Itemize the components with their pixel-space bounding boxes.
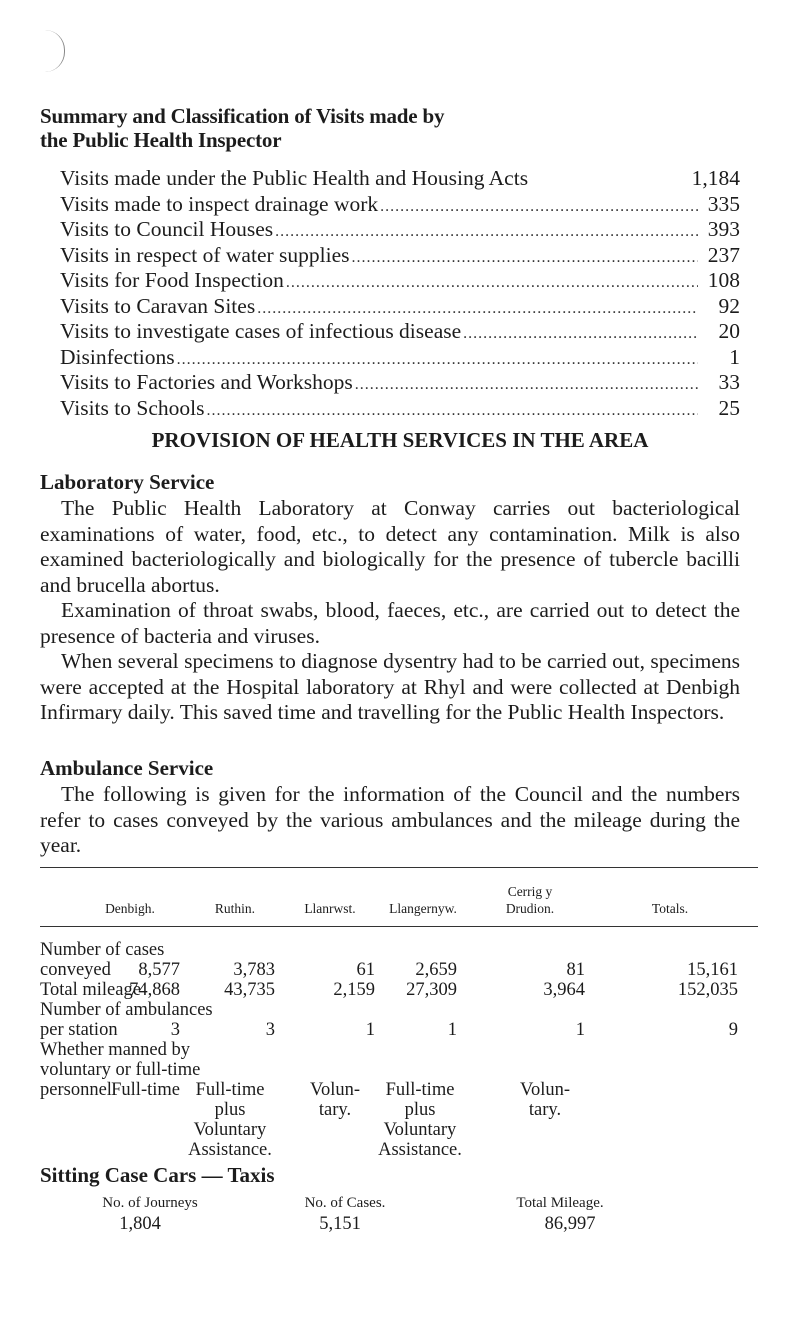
visit-label: Visits made under the Public Health and Housing Acts <box>60 166 529 190</box>
cell-cases-ruthin: 3,783 <box>233 960 275 980</box>
cell-ambulances-denbigh: 3 <box>170 1020 180 1040</box>
table-header-rule <box>40 926 758 927</box>
cell-manning-llangernyw <box>365 1080 475 1160</box>
visit-label: Disinfections <box>60 344 175 369</box>
leader-dots <box>275 223 698 241</box>
taxi-column-header: Total Mileage. <box>516 1195 604 1211</box>
visit-value: 1,184 <box>691 166 740 190</box>
taxi-value-cases: 5,151 <box>319 1214 361 1234</box>
manning-line: Assistance. <box>378 1140 462 1160</box>
summary-title-line2: the Public Health Inspector <box>40 128 282 152</box>
cell-manning-cerrig <box>505 1080 585 1120</box>
row-label: Number of cases <box>40 940 165 960</box>
column-header: Llanrwst. <box>304 901 356 916</box>
cell-manning-denbigh: Full-time <box>111 1080 180 1100</box>
visit-label: Visits made to inspect drainage work <box>60 191 379 216</box>
cell-ambulances-totals: 9 <box>728 1020 738 1040</box>
visit-value: 92 <box>718 293 740 318</box>
manning-line: Voluntary <box>193 1120 267 1140</box>
visit-value: 25 <box>718 395 740 420</box>
taxi-column-header: No. of Cases. <box>304 1195 386 1211</box>
visit-value: 108 <box>707 268 740 292</box>
laboratory-paragraph-2: Examination of throat swabs, blood, faeces, etc., are carried out to detect the presence of bacteria and viruses. <box>40 598 740 648</box>
manning-line: tary. <box>528 1100 562 1120</box>
provision-title: PROVISION OF HEALTH SERVICES IN THE AREA <box>151 428 649 452</box>
row-label: per station <box>40 1020 118 1040</box>
table-top-rule <box>40 867 758 868</box>
leader-dots <box>286 274 698 292</box>
summary-title-line1: Summary and Classification of Visits made by <box>40 104 445 128</box>
visit-value: 393 <box>707 217 740 241</box>
column-header: Totals. <box>651 901 689 916</box>
cell-ambulances-llanrwst: 1 <box>365 1020 375 1040</box>
column-header: Cerrig y <box>507 884 553 899</box>
row-label: Whether manned by <box>40 1040 190 1060</box>
laboratory-heading: Laboratory Service <box>40 470 215 494</box>
cell-ambulances-cerrig: 1 <box>575 1020 585 1040</box>
cell-mileage-cerrig: 3,964 <box>543 980 585 1000</box>
leader-dots <box>352 249 699 267</box>
visit-row <box>60 370 740 396</box>
visit-value: 237 <box>707 242 740 267</box>
row-label: voluntary or full-time <box>40 1060 201 1080</box>
cell-cases-llanrwst: 61 <box>356 960 375 980</box>
cell-cases-denbigh: 8,577 <box>138 960 180 980</box>
manning-line: tary. <box>318 1100 352 1120</box>
column-header: Llangernyw. <box>389 901 457 916</box>
column-header: Drudion. <box>505 901 555 916</box>
visits-list <box>60 166 740 421</box>
visit-row <box>60 345 740 371</box>
visit-value: 33 <box>718 370 740 394</box>
ambulance-paragraph: The following is given for the information of the Council and the numbers refer to cases conveyed by the various ambulances and the mileage during the year. <box>40 782 740 857</box>
visit-row <box>60 319 740 345</box>
visit-row <box>60 192 740 218</box>
visit-label: Visits to Factories and Workshops <box>60 370 353 394</box>
row-label: Number of ambulances <box>40 1000 213 1020</box>
manning-line: Voluntary <box>383 1120 457 1140</box>
cell-mileage-ruthin: 43,735 <box>224 980 275 1000</box>
visit-value: 20 <box>718 319 740 343</box>
visit-label: Visits to investigate cases of infectious disease <box>60 319 462 343</box>
cell-cases-cerrig: 81 <box>566 960 585 980</box>
visit-row <box>60 268 740 294</box>
taxi-value-mileage: 86,997 <box>544 1214 596 1234</box>
cell-mileage-denbigh: 74,868 <box>129 980 180 1000</box>
visit-value: 1 <box>729 344 740 369</box>
visit-label: Visits to Schools <box>60 395 205 420</box>
cell-manning-llanrwst <box>295 1080 375 1120</box>
visit-row <box>60 217 740 243</box>
taxi-column-header: No. of Journeys <box>102 1195 198 1211</box>
manning-line: Full-time <box>195 1080 265 1100</box>
leader-dots <box>177 351 698 369</box>
cell-cases-totals: 15,161 <box>687 960 738 980</box>
visit-label: Visits for Food Inspection <box>60 268 284 292</box>
row-label: conveyed <box>40 960 111 980</box>
manning-line: Full-time <box>385 1080 455 1100</box>
column-header: Denbigh. <box>105 901 155 916</box>
taxis-heading: Sitting Case Cars — Taxis <box>40 1163 275 1187</box>
visit-row <box>60 294 740 320</box>
visit-label: Visits to Council Houses <box>60 217 274 241</box>
visit-row <box>60 243 740 269</box>
visit-label: Visits to Caravan Sites <box>60 293 256 318</box>
leader-dots <box>206 402 698 420</box>
row-label: Total mileage <box>40 980 141 1000</box>
column-header: Ruthin. <box>214 901 256 916</box>
leader-dots <box>355 376 698 394</box>
cell-mileage-llanrwst: 2,159 <box>333 980 375 1000</box>
cell-ambulances-ruthin: 3 <box>265 1020 275 1040</box>
manning-line: plus <box>404 1100 436 1120</box>
taxi-value-journeys: 1,804 <box>119 1214 161 1234</box>
page-hole-mark <box>44 30 65 72</box>
cell-mileage-llangernyw: 27,309 <box>406 980 457 1000</box>
cell-mileage-totals: 152,035 <box>677 980 738 1000</box>
cell-manning-ruthin <box>175 1080 285 1160</box>
manning-line: Assistance. <box>188 1140 272 1160</box>
row-label: personnel <box>40 1080 112 1100</box>
ambulance-heading: Ambulance Service <box>40 756 214 780</box>
visit-row <box>60 396 740 422</box>
manning-line: Volun- <box>519 1080 571 1100</box>
cell-ambulances-llangernyw: 1 <box>447 1020 457 1040</box>
leader-dots <box>257 300 698 318</box>
visit-label: Visits in respect of water supplies <box>60 242 350 267</box>
cell-cases-llangernyw: 2,659 <box>415 960 457 980</box>
leader-dots <box>380 198 698 216</box>
leader-dots <box>463 325 698 343</box>
manning-line: Volun- <box>309 1080 361 1100</box>
laboratory-paragraph-1: The Public Health Laboratory at Conway carries out bacteriological examinations of water, food, etc., to detect any contamination. Milk is also examined bacteriologically and biologically for the presence of tubercle bacilli and brucella abortus. <box>40 496 740 597</box>
visit-row <box>60 166 740 192</box>
manning-line: plus <box>214 1100 246 1120</box>
visit-value: 335 <box>707 191 740 216</box>
laboratory-paragraph-3: When several specimens to diagnose dysentry had to be carried out, specimens were accepted at the Hospital laboratory at Rhyl and were collected at Denbigh Infirmary daily. This saved time and travelling for the Public Health Inspectors. <box>40 649 740 724</box>
